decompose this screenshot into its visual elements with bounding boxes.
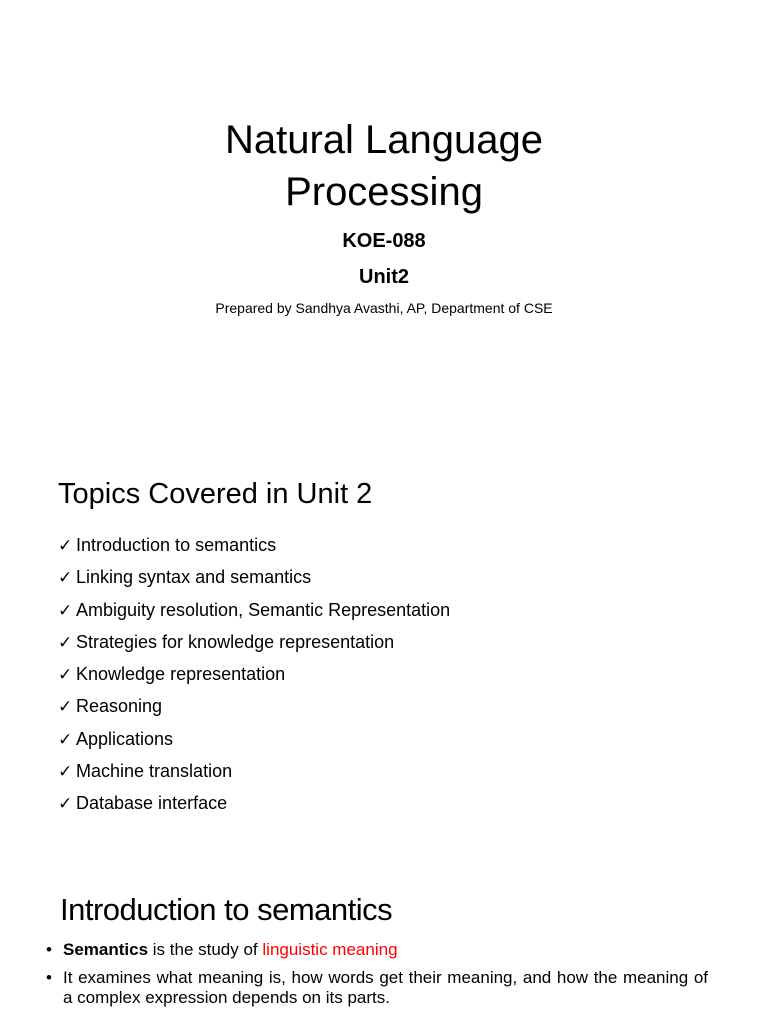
highlighted-text: linguistic meaning [262,940,398,959]
checkmark-icon: ✓ [58,729,73,749]
semantics-term: Semantics [63,940,149,959]
topics-heading: Topics Covered in Unit 2 [58,478,373,510]
bullet-icon: • [46,940,52,959]
bullet-item [46,968,708,1008]
title-line-2: Processing [285,170,483,214]
topic-label: Machine translation [76,761,233,782]
intro-heading: Introduction to semantics [60,892,393,927]
topics-list [58,532,450,823]
list-item [58,693,450,725]
checkmark-icon: ✓ [58,762,73,782]
checkmark-icon: ✓ [58,697,73,717]
bullet-icon: • [46,968,52,987]
bullet-list [46,940,708,1016]
unit-label: Unit2 [359,266,409,288]
list-item [58,790,450,822]
list-item [58,661,450,693]
topics-slide [0,432,768,864]
topic-label: Strategies for knowledge representation [76,631,395,652]
checkmark-icon: ✓ [58,600,73,620]
checkmark-icon: ✓ [58,536,73,555]
presentation-title [0,114,768,218]
topic-label: Introduction to semantics [76,535,277,555]
list-item [58,597,450,629]
topic-label: Reasoning [76,696,163,717]
topic-label: Applications [76,728,174,749]
topic-label: Linking syntax and semantics [76,567,312,588]
author-credit: Prepared by Sandhya Avasthi, AP, Department of CSE [215,300,553,316]
title-line-1: Natural Language [224,118,544,162]
list-item [58,629,450,661]
checkmark-icon: ✓ [58,665,73,685]
bullet-text: It examines what meaning is, how words get their meaning, and how the meaning of a complex expression depends on its parts. [63,968,708,1007]
topic-label: Database interface [76,793,228,814]
list-item [58,564,450,596]
bullet-text: is the study of [148,940,263,959]
semantics-intro-slide [0,864,768,1024]
bullet-item [46,940,708,960]
title-slide [0,0,768,432]
course-code: KOE-088 [342,230,426,252]
topic-label: Ambiguity resolution, Semantic Representation [76,599,451,620]
checkmark-icon: ✓ [58,794,73,814]
checkmark-icon: ✓ [58,632,73,652]
topic-label: Knowledge representation [76,664,286,685]
list-item [58,726,450,758]
list-item [58,758,450,790]
list-item [58,532,450,564]
checkmark-icon: ✓ [58,568,73,588]
